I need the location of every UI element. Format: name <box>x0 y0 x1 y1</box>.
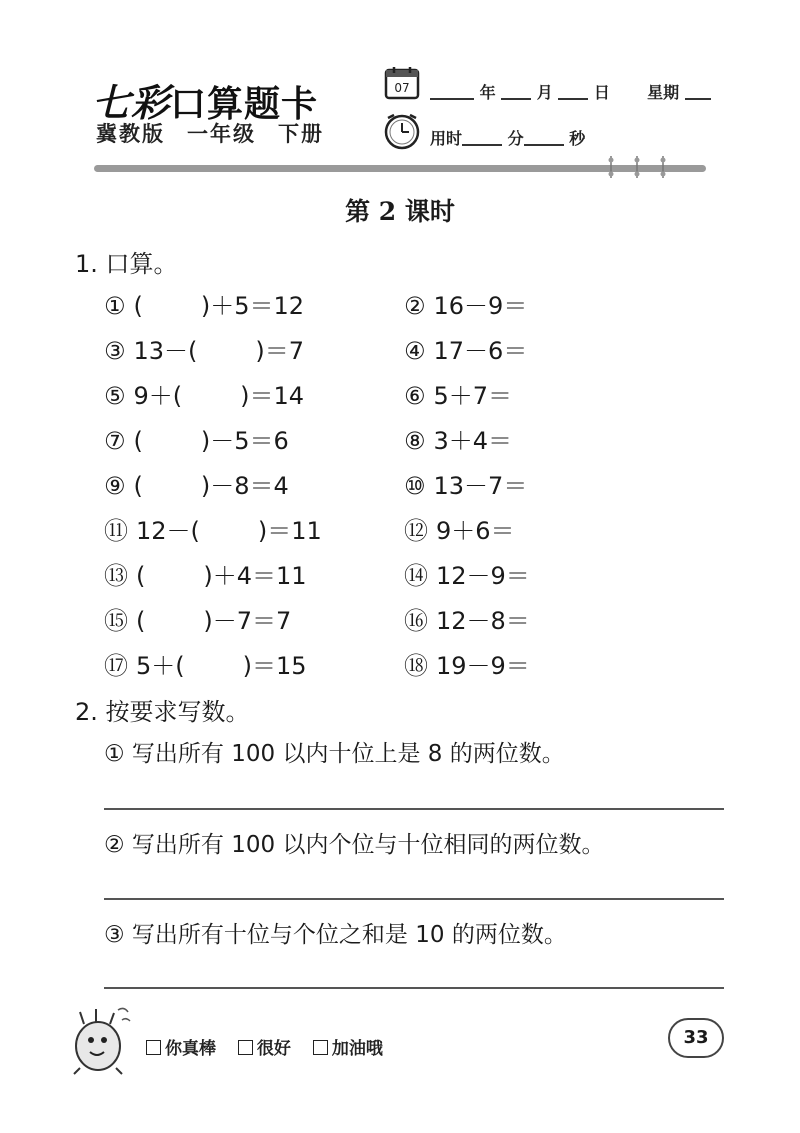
time-label: 用时 <box>430 129 463 148</box>
weekday-blank[interactable] <box>685 98 711 100</box>
problem-13: ⑬ ( )＋4＝11 <box>104 562 307 590</box>
bead-decoration <box>634 156 640 178</box>
answer-line-2[interactable] <box>104 898 724 900</box>
problem-6: ⑥ 5＋7＝ <box>404 382 513 410</box>
mascot-icon <box>66 1002 136 1077</box>
time-fields <box>430 126 585 149</box>
problem-18: ⑱ 19－9＝ <box>404 652 530 680</box>
answer-line-1[interactable] <box>104 808 724 810</box>
problem-4: ④ 17－6＝ <box>404 337 528 365</box>
checkbox-icon <box>238 1040 253 1055</box>
problem-11: ⑪ 12－( )＝11 <box>104 517 322 545</box>
lesson-title: 第 2 课时 <box>345 197 455 226</box>
problem-15: ⑮ ( )－7＝7 <box>104 607 292 635</box>
problem-12: ⑫ 9＋6＝ <box>404 517 515 545</box>
month-blank[interactable] <box>501 98 531 100</box>
rating-options <box>146 1034 399 1059</box>
section-1-title: 1. 口算。 <box>75 250 178 278</box>
checkbox-icon <box>146 1040 161 1055</box>
problem-2: ② 16－9＝ <box>404 292 528 320</box>
month-label: 月 <box>536 83 553 102</box>
year-blank[interactable] <box>430 98 474 100</box>
second-label: 秒 <box>569 129 586 148</box>
problem-7: ⑦ ( )－5＝6 <box>104 427 289 455</box>
calendar-icon <box>384 66 420 100</box>
header-divider <box>94 165 706 172</box>
second-blank[interactable] <box>524 144 564 146</box>
clock-icon <box>382 112 422 150</box>
grade-label: 一年级 <box>187 122 256 146</box>
day-label: 日 <box>593 83 610 102</box>
problem-17: ⑰ 5＋( )＝15 <box>104 652 307 680</box>
brand-script: 七彩 <box>92 80 171 125</box>
checkbox-icon <box>313 1040 328 1055</box>
calendar-day: 07 <box>394 81 410 95</box>
weekday-label: 星期 <box>647 83 680 102</box>
bead-decoration <box>608 156 614 178</box>
task-1: ① 写出所有 100 以内十位上是 8 的两位数。 <box>104 741 565 767</box>
problem-8: ⑧ 3＋4＝ <box>404 427 513 455</box>
section-2-title: 2. 按要求写数。 <box>75 698 250 726</box>
problem-3: ③ 13－( )＝7 <box>104 337 305 365</box>
rating-option-2[interactable]: 很好 <box>238 1039 291 1059</box>
task-3: ③ 写出所有十位与个位之和是 10 的两位数。 <box>104 922 567 948</box>
bead-decoration <box>660 156 666 178</box>
problem-9: ⑨ ( )－8＝4 <box>104 472 289 500</box>
problem-5: ⑤ 9＋( )＝14 <box>104 382 305 410</box>
brand-main: 口算题卡 <box>170 84 319 125</box>
date-fields <box>430 80 711 103</box>
problem-1: ① ( )＋5＝12 <box>104 292 305 320</box>
rating-option-3[interactable]: 加油哦 <box>313 1039 383 1059</box>
minute-label: 分 <box>507 129 524 148</box>
day-blank[interactable] <box>558 98 588 100</box>
answer-line-3[interactable] <box>104 987 724 989</box>
volume-label: 下册 <box>278 122 324 146</box>
task-2: ② 写出所有 100 以内个位与十位相同的两位数。 <box>104 832 605 858</box>
edition-info <box>96 118 346 148</box>
problem-16: ⑯ 12－8＝ <box>404 607 530 635</box>
problem-10: ⑩ 13－7＝ <box>404 472 528 500</box>
year-label: 年 <box>479 83 496 102</box>
rating-option-1[interactable]: 你真棒 <box>146 1039 216 1059</box>
minute-blank[interactable] <box>462 144 502 146</box>
problem-14: ⑭ 12－9＝ <box>404 562 530 590</box>
page-number: 33 <box>668 1018 724 1058</box>
edition-label: 冀教版 <box>96 122 165 146</box>
